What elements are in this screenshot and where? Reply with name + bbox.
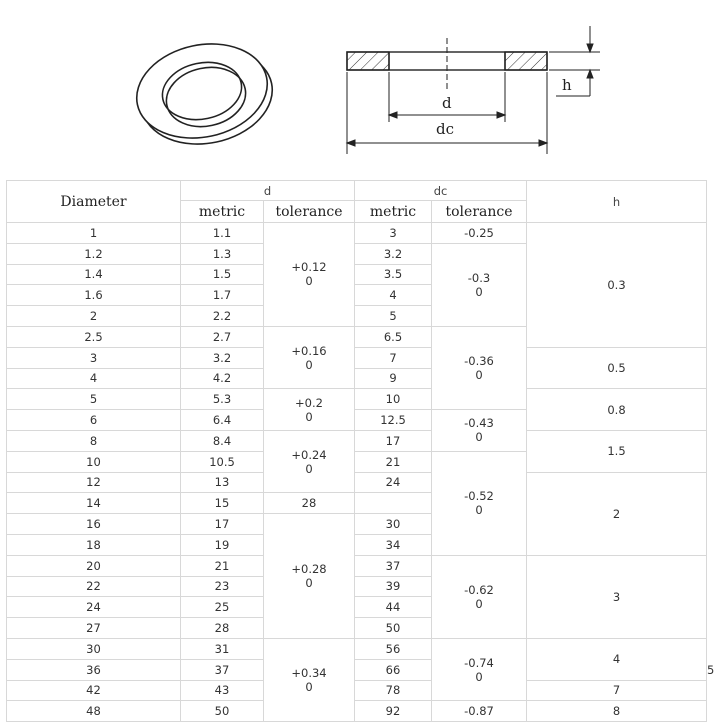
tolerance-lower: 0 — [475, 503, 483, 518]
diameter-cell: 12 — [7, 472, 181, 493]
tolerance-upper: -0.87 — [464, 704, 494, 719]
d-metric-cell: 1.1 — [181, 223, 264, 244]
dc-tolerance-cell — [432, 223, 527, 244]
diameter-cell: 10 — [7, 451, 181, 472]
washer-drawing — [0, 0, 720, 176]
table-row — [7, 638, 707, 659]
diameter-cell: 1 — [7, 223, 181, 244]
d-tolerance-cell — [264, 514, 355, 639]
diameter-cell: 22 — [7, 576, 181, 597]
table-row — [7, 347, 707, 368]
d-metric-cell: 1.5 — [181, 264, 264, 285]
tolerance-upper: +0.16 — [291, 343, 327, 358]
table-row — [7, 223, 707, 244]
dc-metric-cell: 44 — [355, 597, 432, 618]
dc-tolerance-cell — [432, 410, 527, 452]
tolerance-upper: -0.62 — [464, 582, 494, 597]
d-metric-cell: 37 — [181, 659, 264, 680]
table-body — [7, 223, 715, 722]
dc-metric-cell: 34 — [355, 534, 432, 555]
dc-metric-cell: 37 — [355, 555, 432, 576]
tolerance-upper: -0.36 — [464, 354, 494, 369]
header-d-tolerance: tolerance — [264, 201, 355, 223]
dc-metric-cell: 7 — [355, 347, 432, 368]
diameter-cell: 36 — [7, 659, 181, 680]
tolerance-lower: 0 — [305, 576, 313, 591]
table-row — [7, 680, 707, 701]
d-tolerance-cell — [264, 430, 355, 492]
diameter-cell: 27 — [7, 618, 181, 639]
diameter-cell: 8 — [7, 430, 181, 451]
header-dc-metric: metric — [355, 201, 432, 223]
dc-tolerance-cell — [432, 451, 527, 555]
h-cell: 0.8 — [527, 389, 707, 431]
d-metric-cell: 6.4 — [181, 410, 264, 431]
dc-metric-cell: 17 — [355, 430, 432, 451]
d-metric-cell: 50 — [181, 701, 264, 722]
d-metric-cell: 2.7 — [181, 326, 264, 347]
header-d-metric: metric — [181, 201, 264, 223]
h-cell: 7 — [527, 680, 707, 701]
diameter-cell: 30 — [7, 638, 181, 659]
diameter-cell: 42 — [7, 680, 181, 701]
h-cell: 3 — [527, 555, 707, 638]
tolerance-upper: -0.3 — [467, 270, 491, 285]
dc-metric-cell: 9 — [355, 368, 432, 389]
dc-tolerance-cell — [432, 243, 527, 326]
diameter-cell: 48 — [7, 701, 181, 722]
d-metric-cell: 31 — [181, 638, 264, 659]
d-metric-cell: 17 — [181, 514, 264, 535]
header-diameter: Diameter — [7, 181, 181, 223]
tolerance-upper: +0.28 — [291, 562, 327, 577]
dc-metric-cell: 30 — [355, 514, 432, 535]
table-row — [7, 389, 707, 410]
d-metric-cell: 15 — [181, 493, 264, 514]
dc-metric-cell: 5 — [355, 306, 432, 327]
diameter-cell: 3 — [7, 347, 181, 368]
diameter-cell: 20 — [7, 555, 181, 576]
table-row — [7, 430, 707, 451]
diameter-cell: 4 — [7, 368, 181, 389]
tolerance-lower: 0 — [305, 680, 313, 695]
d-metric-cell: 43 — [181, 680, 264, 701]
dc-metric-cell: 24 — [355, 472, 432, 493]
tolerance-lower: 0 — [475, 284, 483, 299]
d-metric-cell: 1.7 — [181, 285, 264, 306]
dc-metric-cell: 10 — [355, 389, 432, 410]
dc-metric-cell: 39 — [355, 576, 432, 597]
header-dc: dc — [355, 181, 527, 201]
dc-metric-cell: 21 — [355, 451, 432, 472]
diameter-cell: 1.6 — [7, 285, 181, 306]
d-metric-cell: 21 — [181, 555, 264, 576]
d-metric-cell: 10.5 — [181, 451, 264, 472]
dc-tolerance-cell — [432, 555, 527, 638]
header-d: d — [181, 181, 355, 201]
d-metric-cell: 1.3 — [181, 243, 264, 264]
d-metric-cell: 5.3 — [181, 389, 264, 410]
dc-tolerance-cell — [432, 701, 527, 722]
dc-metric-cell: 78 — [355, 680, 432, 701]
h-cell: 8 — [527, 701, 707, 722]
header-dc-tolerance: tolerance — [432, 201, 527, 223]
d-tolerance-cell — [264, 223, 355, 327]
diameter-cell: 24 — [7, 597, 181, 618]
diameter-cell: 16 — [7, 514, 181, 535]
d-metric-cell: 4.2 — [181, 368, 264, 389]
h-cell: 0.5 — [527, 347, 707, 389]
table-row — [7, 555, 707, 576]
d-metric-cell: 19 — [181, 534, 264, 555]
dc-metric-cell: 3.5 — [355, 264, 432, 285]
h-cell: 2 — [527, 472, 707, 555]
dc-metric-cell: 4 — [355, 285, 432, 306]
tolerance-lower: 0 — [305, 461, 313, 476]
tolerance-lower: 0 — [475, 596, 483, 611]
tolerance-upper: -0.74 — [464, 655, 494, 670]
label-dc: dc — [436, 120, 455, 138]
dc-metric-cell: 3.2 — [355, 243, 432, 264]
diameter-cell: 18 — [7, 534, 181, 555]
tolerance-upper: -0.52 — [464, 489, 494, 504]
diameter-cell: 6 — [7, 410, 181, 431]
table-row — [7, 701, 707, 722]
label-h: h — [562, 76, 572, 94]
dc-tolerance-cell — [432, 326, 527, 409]
tolerance-lower: 0 — [475, 368, 483, 383]
d-metric-cell: 13 — [181, 472, 264, 493]
diameter-cell: 2 — [7, 306, 181, 327]
tolerance-upper: +0.12 — [291, 260, 327, 275]
h-cell: 4 — [527, 638, 707, 680]
tolerance-upper: -0.25 — [464, 225, 494, 240]
dc-tolerance-cell — [432, 638, 527, 700]
dc-metric-cell: 28 — [264, 493, 355, 514]
tolerance-lower: 0 — [475, 669, 483, 684]
tolerance-upper: +0.2 — [295, 395, 323, 410]
d-metric-cell: 2.2 — [181, 306, 264, 327]
d-metric-cell: 8.4 — [181, 430, 264, 451]
h-cell: 1.5 — [527, 430, 707, 472]
d-tolerance-cell — [264, 326, 355, 388]
tolerance-upper: +0.34 — [291, 666, 327, 681]
washer-3d-view — [128, 32, 281, 155]
tolerance-lower: 0 — [305, 274, 313, 289]
dc-metric-cell: 50 — [355, 618, 432, 639]
washer-spec-table — [6, 180, 715, 722]
dc-metric-cell: 66 — [355, 659, 432, 680]
label-d: d — [442, 94, 452, 112]
diameter-cell: 1.4 — [7, 264, 181, 285]
diameter-cell: 1.2 — [7, 243, 181, 264]
diameter-cell: 5 — [7, 389, 181, 410]
d-tolerance-cell — [264, 389, 355, 431]
table-row: 36 37 66 5 — [7, 659, 707, 680]
tolerance-lower: 0 — [305, 409, 313, 424]
tolerance-lower: 0 — [475, 430, 483, 445]
dc-metric-cell: 92 — [355, 701, 432, 722]
header-h: h — [527, 181, 707, 223]
dc-metric-cell: 6.5 — [355, 326, 432, 347]
d-metric-cell: 28 — [181, 618, 264, 639]
d-metric-cell: 23 — [181, 576, 264, 597]
d-tolerance-cell — [264, 638, 355, 721]
dc-metric-cell: 56 — [355, 638, 432, 659]
tolerance-upper: +0.24 — [291, 447, 327, 462]
dimension-h — [549, 26, 600, 96]
dc-metric-cell: 12.5 — [355, 410, 432, 431]
tolerance-upper: -0.43 — [464, 416, 494, 431]
washer-cross-section — [347, 38, 547, 92]
d-metric-cell: 3.2 — [181, 347, 264, 368]
diameter-cell: 14 — [7, 493, 181, 514]
d-metric-cell: 25 — [181, 597, 264, 618]
table-row — [7, 472, 707, 493]
h-cell: 0.3 — [527, 223, 707, 348]
dc-metric-cell: 3 — [355, 223, 432, 244]
diameter-cell: 2.5 — [7, 326, 181, 347]
tolerance-lower: 0 — [305, 357, 313, 372]
